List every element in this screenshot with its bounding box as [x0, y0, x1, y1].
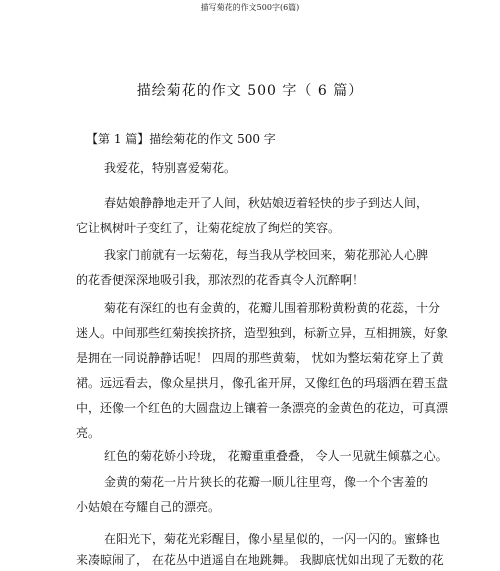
text-line: 裙。远远看去，像众星拱月，像孔雀开屏，又像红色的玛瑙洒在碧玉盘	[76, 376, 449, 390]
text-line: 在阳光下，菊花光彩醒目，像小星星似的，一闪一闪的。蜜蜂也	[104, 532, 441, 546]
text-line: 春姑娘静静地走开了人间，秋姑娘迈着轻快的步子到达人间，	[104, 196, 429, 210]
document-title: 描绘菊花的作文 500 字（ 6 篇）	[136, 83, 364, 99]
paragraph	[76, 470, 436, 520]
paragraph	[76, 444, 448, 469]
text-line: 红色的菊花娇小玲珑， 花瓣重重叠叠， 令人一见就生倾慕之心。	[104, 449, 448, 463]
page-header: 描写菊花的作文500字(6篇)	[200, 3, 300, 12]
text-line: 的花香便深深地吸引我，那浓烈的花香真令人沉醉啊！	[76, 273, 365, 287]
text-line: 金黄的菊花一片片狭长的花瓣一顺儿往里弯，像一个个害羞的	[104, 475, 429, 489]
text-line: 来凑晾闹了， 在花丛中逍遥自在地跳舞。 我脚底忧如出现了无数的花	[76, 553, 444, 567]
text-line: 菊花有深红的也有金黄的，花瓣儿围着那粉黄粉黄的花蕊，十分	[104, 301, 441, 315]
text-line: 是拥在一同说静静话呢！ 四周的那些黄菊， 忧如为整坛菊花穿上了黄	[76, 351, 444, 365]
text-line: 我爱花，特别喜爱菊花。	[104, 161, 237, 175]
paragraph	[76, 296, 449, 446]
text-line: 迷人。中间那些红菊挨挨挤挤，造型独到，标新立异，互相拥簇，好象	[76, 326, 449, 340]
paragraph	[76, 529, 444, 571]
text-line: 小姑娘在夸耀自己的漂亮。	[76, 500, 221, 514]
text-line: 亮。	[76, 426, 101, 440]
paragraph	[76, 243, 436, 293]
paragraph	[76, 156, 436, 181]
text-line: 它让枫树叶子变红了，让菊花绽放了绚烂的笑容。	[76, 221, 341, 235]
section-heading: 【第 1 篇】描绘菊花的作文 500 字	[86, 132, 276, 146]
text-line: 中，还像一个红色的大圆盘边上镶着一条漂亮的金黄色的花边，可真漂	[76, 401, 449, 415]
paragraph	[76, 191, 436, 241]
text-line: 我家门前就有一坛菊花，每当我从学校回来，菊花那沁人心脾	[104, 248, 429, 262]
